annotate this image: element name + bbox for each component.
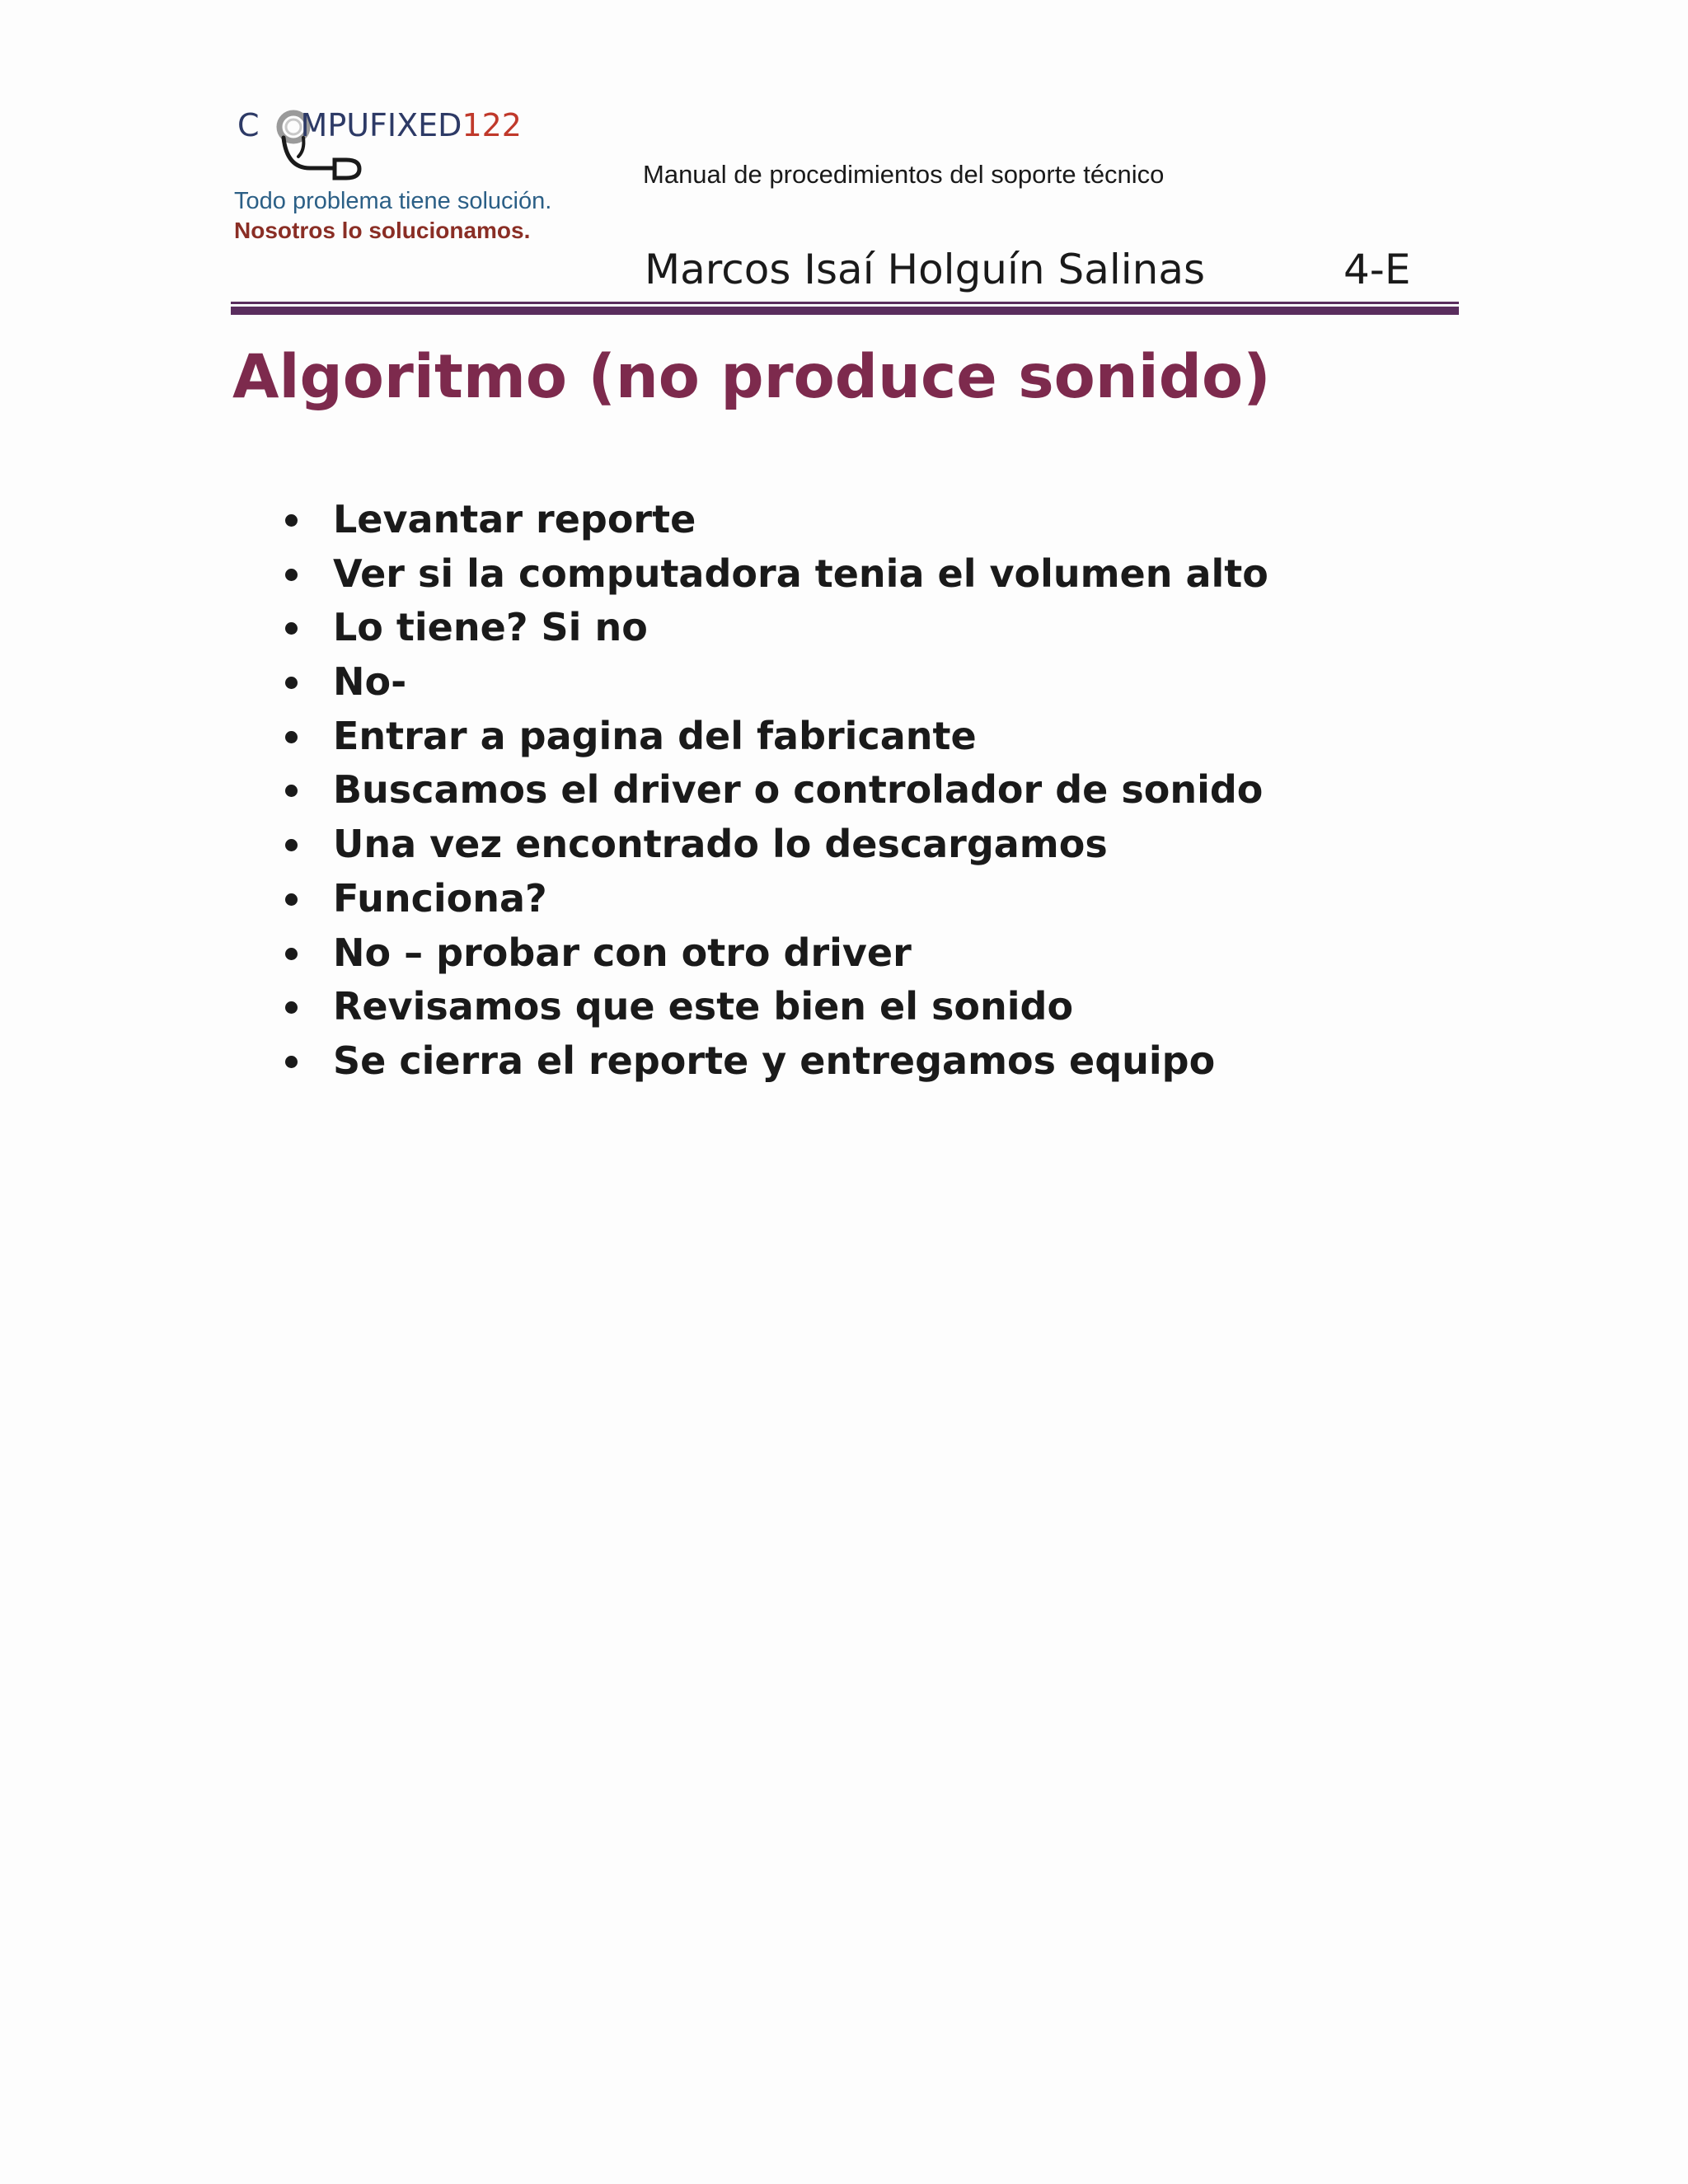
list-item-text: No-: [333, 659, 407, 705]
list-item: [280, 818, 1268, 872]
list-item: [280, 493, 1268, 547]
logo-number: 122: [462, 107, 522, 143]
tagline-line-2: Nosotros lo solucionamos.: [234, 218, 531, 243]
bullet-icon: [285, 1001, 298, 1014]
bullet-icon: [285, 569, 298, 581]
company-logo: [237, 92, 534, 190]
list-item-text: Levantar reporte: [333, 497, 696, 541]
list-item: [280, 763, 1268, 818]
bullet-icon: [285, 677, 298, 689]
logo-letter-c: C: [237, 107, 260, 143]
list-item: [280, 710, 1268, 764]
bullet-icon: [285, 948, 298, 960]
list-item-text: Entrar a pagina del fabricante: [333, 713, 977, 758]
logo-wordmark: [237, 107, 522, 143]
steps-list: [280, 493, 1268, 1089]
list-item: [280, 655, 1268, 710]
group-label: 4-E: [1343, 246, 1411, 293]
list-item-text: Se cierra el reporte y entregamos equipo: [333, 1038, 1216, 1083]
bullet-icon: [285, 893, 298, 906]
header-rule-thin: [231, 302, 1459, 304]
page-title: Algoritmo (no produce sonido): [232, 342, 1271, 412]
list-item: [280, 1034, 1268, 1089]
bullet-icon: [285, 622, 298, 635]
list-item-text: Lo tiene? Si no: [333, 605, 648, 650]
list-item-text: Revisamos que este bien el sonido: [333, 984, 1074, 1029]
bullet-icon: [285, 785, 298, 797]
manual-title: Manual de procedimientos del soporte técnico: [643, 160, 1165, 189]
bullet-icon: [285, 1056, 298, 1068]
list-item-text: Ver si la computadora tenia el volumen alto: [333, 551, 1268, 596]
list-item-text: Una vez encontrado lo descargamos: [333, 822, 1108, 867]
list-item: [280, 547, 1268, 602]
author-name: Marcos Isaí Holguín Salinas: [645, 246, 1206, 293]
bullet-icon: [285, 839, 298, 851]
tagline-line-1: Todo problema tiene solución.: [234, 188, 552, 214]
logo-text-main: MPUFIXED: [300, 107, 462, 143]
bullet-icon: [285, 731, 298, 743]
bullet-icon: [285, 514, 298, 527]
list-item: [280, 601, 1268, 655]
list-item-text: Funciona?: [333, 875, 547, 921]
list-item: [280, 872, 1268, 926]
header-rule-thick: [231, 307, 1459, 315]
list-item-text: No – probar con otro driver: [333, 930, 912, 975]
list-item-text: Buscamos el driver o controlador de sonido: [333, 767, 1264, 813]
list-item: [280, 926, 1268, 981]
list-item: [280, 980, 1268, 1034]
